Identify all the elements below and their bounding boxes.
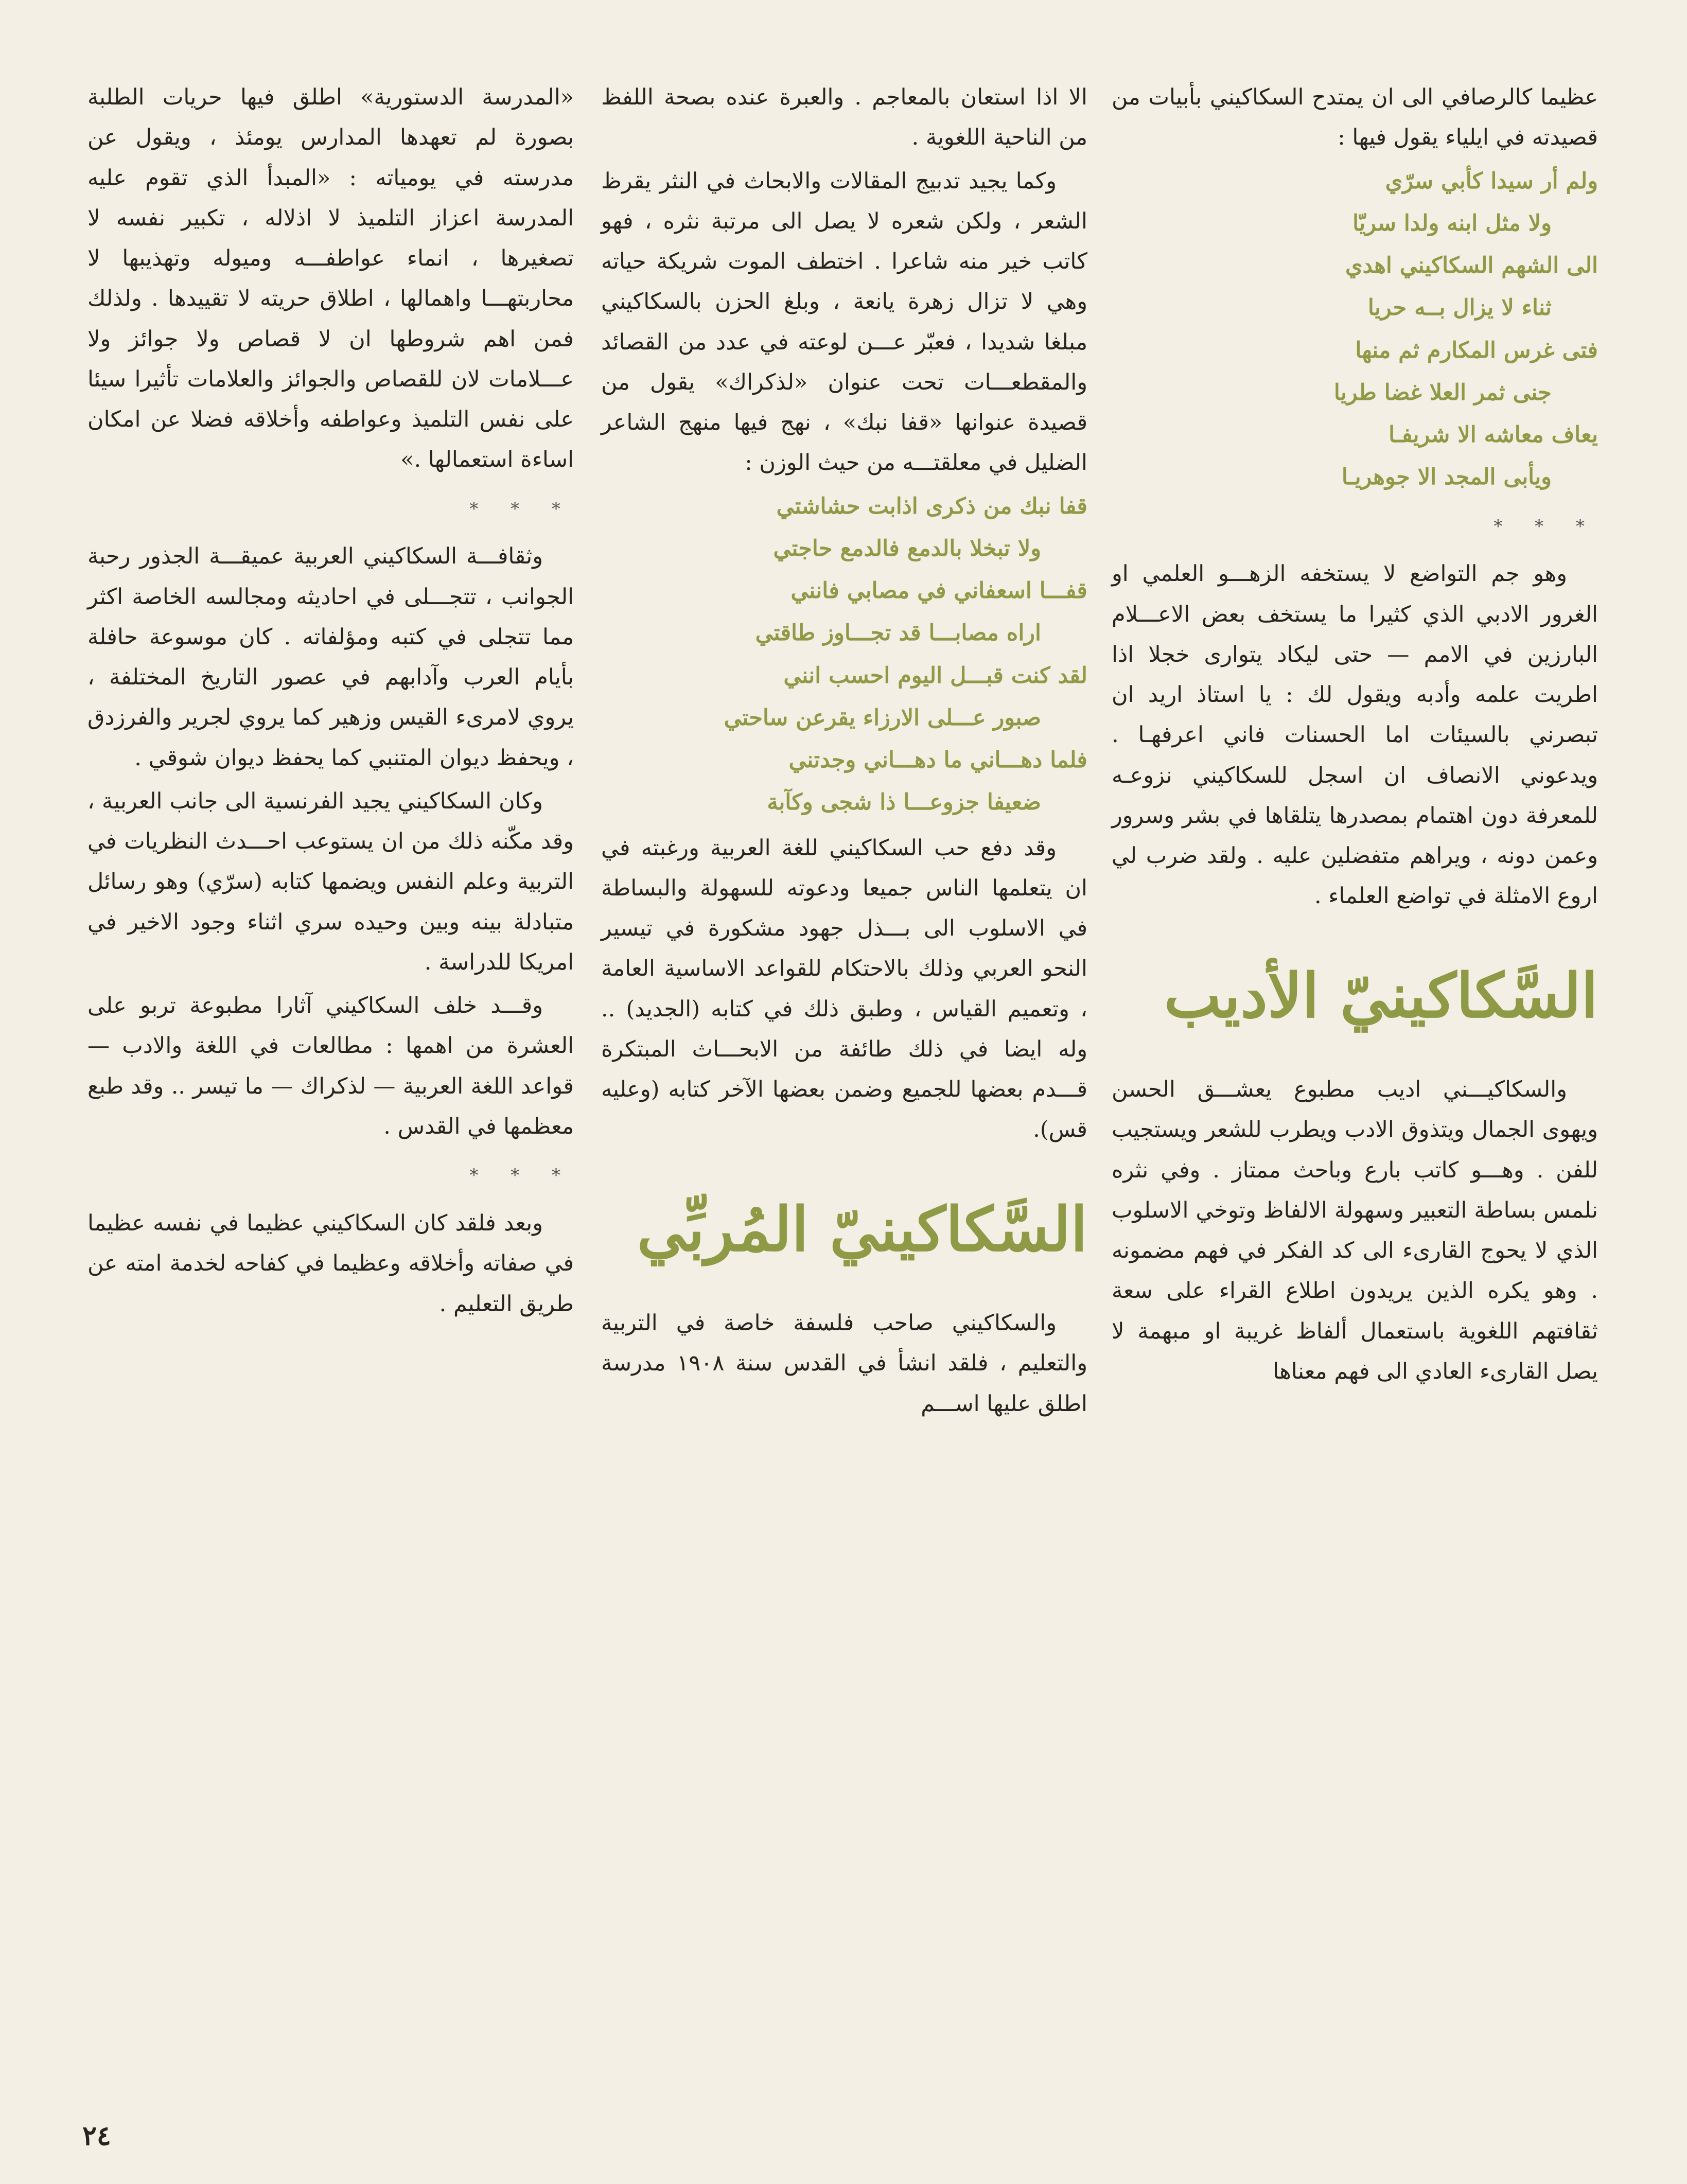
verse-line: ويأبى المجد الا جوهريـا bbox=[1341, 464, 1552, 490]
verse-line: ضعيفا جزوعـــا ذا شجى وكآبة bbox=[767, 789, 1041, 816]
paragraph: عظيما كالرصافي الى ان يمتدح السكاكيني بأبيات من قصيدته في ايلياء يقول فيها : bbox=[1112, 84, 1598, 151]
paragraph: وقـــد خلف السكاكيني آثارا مطبوعة تربو على العشرة من اهمها : مطالعات في اللغة والادب — قواعد اللغة العربية — لذكراك — ما تيسر .. وقد طبع معظمها في القدس . bbox=[87, 993, 574, 1139]
poem-verse bbox=[601, 486, 1087, 823]
column-right bbox=[1112, 77, 1598, 2074]
section-divider: * * * bbox=[469, 498, 574, 519]
paragraph: والسكاكيـــني اديب مطبوع يعشـــق الحسن ويهوى الجمال ويتذوق الادب ويطرب للشعر ويستجيب للفن . وهـــو كاتب بارع وباحث ممتاز . وفي نثره نلمس بساطة التعبير وسهولة الالفاظ وتوخي الاسلوب الذي لا يحوج القارىء الى كد الفكر في فهم مضمونه . وهو يكره الذين يريدون اطلاع القراء على سعة ثقافتهم اللغوية باستعمال ألفاظ غريبة او مبهمة لا يصل القارىء العادي الى فهم معناها bbox=[1112, 1077, 1598, 1384]
section-title: السَّكاكينيّ الأديب bbox=[1164, 959, 1598, 1031]
column-left bbox=[87, 77, 574, 2074]
verse-line: جنى ثمر العلا غضا طريا bbox=[1333, 379, 1552, 406]
section-divider: * * * bbox=[1493, 516, 1598, 537]
paragraph: وكما يجيد تدبيج المقالات والابحاث في النثر يقرظ الشعر ، ولكن شعره لا يصل الى مرتبة نثره ، فهو كاتب خير منه شاعرا . اختطف الموت شريكة حياته وهي لا تزال زهرة يانعة ، وبلغ الحزن بالسكاكيني مبلغا شديدا ، فعبّر عـــن لوعته في عدد من القصائد والمقطعـــات تحت عنوان «لذكراك» يقول من قصيدة عنوانها «قفا نبك» ، نهج فيها منهج الشاعر الضليل في معلقتـــه من حيث الوزن : bbox=[601, 168, 1087, 476]
verse-line: ولا مثل ابنه ولدا سريّا bbox=[1352, 210, 1552, 236]
verse-line: ولا تبخلا بالدمع فالدمع حاجتي bbox=[773, 535, 1041, 561]
verse-line: صبور عـــلى الارزاء يقرعن ساحتي bbox=[724, 704, 1041, 731]
verse-line: فلما دهـــاني ما دهـــاني وجدتني bbox=[788, 747, 1087, 773]
section-divider: * * * bbox=[469, 1165, 574, 1186]
verse-line: ولم أر سيدا كأبي سرّي bbox=[1385, 168, 1598, 194]
paragraph: «المدرسة الدستورية» اطلق فيها حريات الطلبة بصورة لم تعهدها المدارس يومئذ ، ويقول عن مدرسته في يومياته : «المبدأ الذي تقوم عليه المدرسة اعزاز التلميذ لا اذلاله ، تكبير نفسه لا تصغيرها ، انماء عواطفـــه وميوله وتهذيبها لا محاربتهـــا واهمالها ، اطلاق حريته لا تقييدها . ولذلك فمن اهم شروطها ان لا قصاص ولا جوائز ولا عـــلامات لان للقصاص والجوائز والعلامات تأثيرا سيئا على نفس التلميذ وعواطفه وأخلاقه فضلا عن امكان اساءة استعمالها .» bbox=[87, 84, 574, 473]
paragraph: وهو جم التواضع لا يستخفه الزهـــو العلمي او الغرور الادبي الذي كثيرا ما يستخف بعض الاعـــلام البارزين في الامم — حتى ليكاد يتوارى خجلا اذا اطريت علمه وأدبه ويقول لك : يا استاذ اريد ان تبصرني بالسيئات اما الحسنات فاني اعرفهـا . ويدعوني الانصاف ان اسجل للسكاكيني نزوعـه للمعرفة دون اهتمام بمصدرها يتلقاها في بشر وسرور وعمن دونه ، ويراهم متفضلين عليه . ولقد ضرب لي اروع الامثلة في تواضع العلماء . bbox=[1112, 561, 1598, 909]
section-title: السَّكاكينيّ المُربِّي bbox=[637, 1193, 1087, 1265]
verse-line: اراه مصابـــا قد تجـــاوز طاقتي bbox=[755, 620, 1041, 646]
paragraph: وثقافـــة السكاكيني العربية عميقـــة الجذور رحبة الجوانب ، تتجـــلى في احاديثه ومجالسه الخاصة اكثر مما تتجلى في كتبه ومؤلفاته . كان موسوعة حافلة بأيام العرب وآدابهم في عصور التاريخ المختلفة ، يروي لامرىء القيس وزهير كما يروي لجرير والفرزدق ، ويحفظ ديوان المتنبي كما يحفظ ديوان شوقي . bbox=[87, 543, 574, 771]
paragraph: وكان السكاكيني يجيد الفرنسية الى جانب العربية ، وقد مكّنه ذلك من ان يستوعب احـــدث النظريات في التربية وعلم النفس ويضمها كتابه (سرّي) وهو رسائل متبادلة بينه وبين وحيده سري اثناء وجود الاخير في امريكا للدراسة . bbox=[87, 788, 574, 975]
verse-line: قفـــا اسعفاني في مصابي فانني bbox=[790, 578, 1087, 604]
page-number: ٢٤ bbox=[82, 2120, 111, 2152]
verse-line: يعاف معاشه الا شريفـا bbox=[1389, 422, 1598, 448]
paragraph: الا اذا استعان بالمعاجم . والعبرة عنده بصحة اللفظ من الناحية اللغوية . bbox=[601, 84, 1087, 151]
paragraph: والسكاكيني صاحب فلسفة خاصة في التربية والتعليم ، فلقد انشأ في القدس سنة ١٩٠٨ مدرسة اطلق عليها اســـم bbox=[601, 1310, 1087, 1417]
verse-line: فتى غرس المكارم ثم منها bbox=[1355, 337, 1598, 363]
paragraph: وبعد فلقد كان السكاكيني عظيما في نفسه عظيما في صفاته وأخلاقه وعظيما في كفاحه لخدمة امته عن طريق التعليم . bbox=[87, 1210, 574, 1317]
column-middle bbox=[601, 77, 1087, 2074]
verse-line: لقد كنت قبـــل اليوم احسب انني bbox=[783, 662, 1087, 689]
verse-line: قفا نبك من ذكرى اذابت حشاشتي bbox=[776, 493, 1087, 519]
verse-line: الى الشهم السكاكيني اهدي bbox=[1345, 253, 1598, 278]
paragraph: وقد دفع حب السكاكيني للغة العربية ورغبته في ان يتعلمها الناس جميعا ودعوته للسهولة والبساطة في الاسلوب الى بـــذل جهود مشكورة في تيسير النحو العربي وذلك بالاحتكام للقواعد الاساسية العامة ، وتعميم القياس ، وطبق ذلك في كتابه (الجديد) .. وله ايضا في ذلك طائفة من الابحـــاث المبتكرة قـــدم بعضها للجميع وضمن بعضها الآخر كتابه (وعليه قس). bbox=[601, 835, 1087, 1143]
poem-verse bbox=[1112, 161, 1598, 498]
verse-line: ثناء لا يزال بــه حريا bbox=[1367, 295, 1552, 321]
